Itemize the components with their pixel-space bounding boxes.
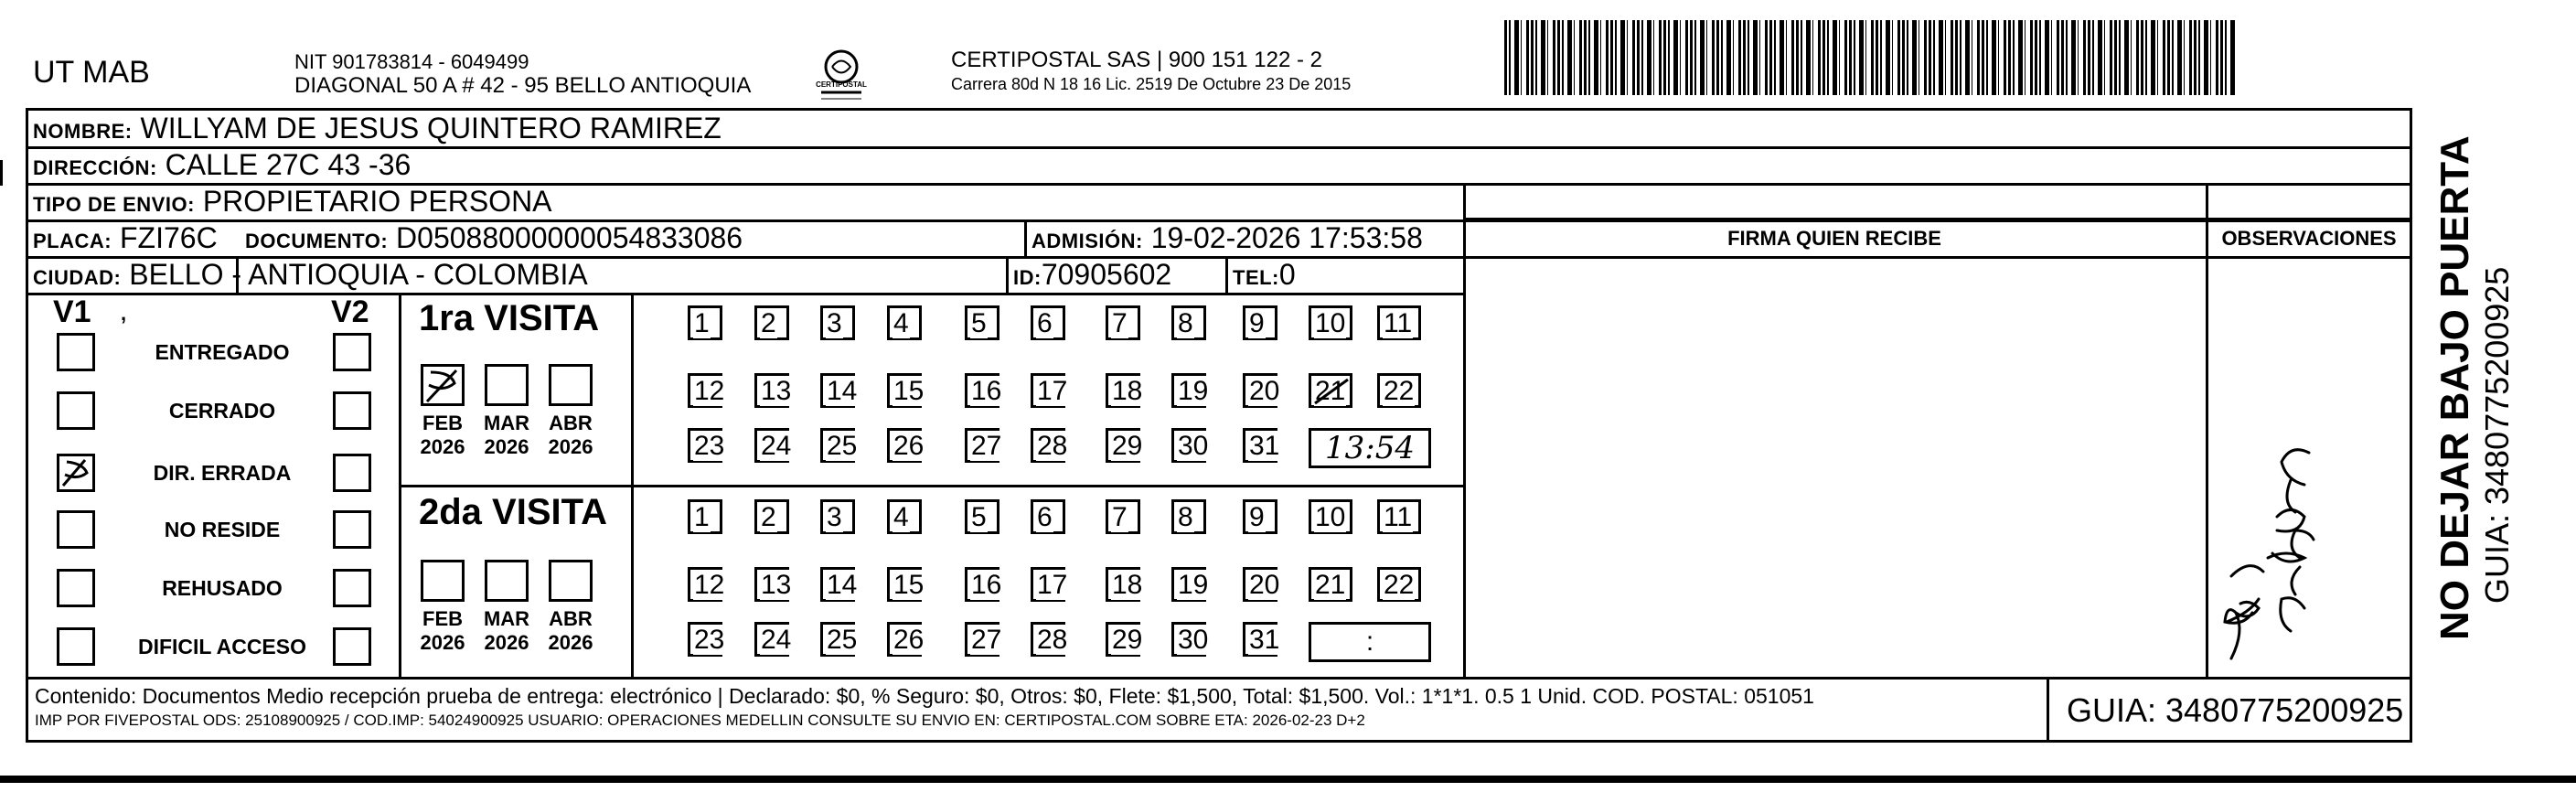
day-checkbox[interactable] — [965, 428, 1002, 463]
day-checkbox[interactable] — [820, 428, 858, 463]
company-name: UT MAB — [33, 55, 150, 90]
day-number: 14 — [827, 376, 858, 406]
day-number: 12 — [694, 570, 725, 600]
day-checkbox[interactable] — [1106, 428, 1143, 463]
status-label: ENTREGADO — [155, 340, 290, 364]
day-checkbox[interactable] — [754, 305, 789, 340]
day-number: 11 — [1384, 502, 1413, 532]
month-checkbox[interactable] — [485, 560, 529, 602]
visit1-title: 1ra VISITA — [419, 298, 600, 338]
day-checkbox[interactable] — [1031, 373, 1068, 408]
day-number: 29 — [1112, 625, 1143, 655]
day-number: 17 — [1037, 376, 1068, 406]
day-number: 6 — [1037, 308, 1053, 338]
visit2-title: 2da VISITA — [419, 492, 607, 532]
day-number: 31 — [1249, 625, 1280, 655]
day-number: 2 — [761, 308, 776, 338]
tel-label: TEL: — [1233, 266, 1279, 289]
month-year: 2026 — [484, 435, 529, 458]
day-number: 14 — [827, 570, 858, 600]
day-number: 7 — [1112, 308, 1128, 338]
day-number: 28 — [1037, 625, 1068, 655]
day-checkbox[interactable] — [1171, 428, 1209, 463]
day-checkbox[interactable] — [1309, 305, 1352, 340]
certipostal-logo — [805, 44, 878, 108]
day-checkbox[interactable] — [965, 499, 999, 534]
visit1-time-box[interactable] — [1309, 428, 1431, 468]
day-number: 28 — [1037, 431, 1068, 461]
month-year: 2026 — [484, 631, 529, 654]
month-name: MAR — [483, 607, 530, 630]
status-v2-checkbox[interactable] — [333, 333, 371, 371]
day-checkbox[interactable] — [1309, 567, 1352, 602]
day-checkbox[interactable] — [1171, 622, 1209, 657]
day-checkbox[interactable] — [1106, 305, 1140, 340]
v1-label: V1 — [53, 294, 91, 329]
day-number: 7 — [1112, 502, 1128, 532]
status-v2-checkbox[interactable] — [333, 510, 371, 549]
day-checkbox[interactable] — [1171, 373, 1209, 408]
day-number: 3 — [827, 308, 842, 338]
day-number: 20 — [1249, 570, 1280, 600]
day-number: 30 — [1178, 431, 1209, 461]
day-checkbox[interactable] — [1171, 305, 1206, 340]
admision-label: ADMISIÓN: — [1031, 230, 1143, 252]
day-number: 20 — [1249, 376, 1280, 406]
day-checkbox[interactable] — [1031, 622, 1068, 657]
day-number: 10 — [1315, 308, 1346, 338]
month-checkbox[interactable] — [549, 560, 593, 602]
day-number: 19 — [1178, 570, 1209, 600]
day-number: 13 — [761, 376, 792, 406]
day-checkbox[interactable] — [965, 622, 1002, 657]
day-number: 23 — [694, 625, 725, 655]
tel-value: 0 — [1278, 258, 1296, 291]
status-label: DIR. ERRADA — [153, 461, 292, 485]
day-checkbox[interactable] — [965, 305, 999, 340]
day-number: 22 — [1384, 376, 1415, 406]
day-number: 26 — [893, 431, 925, 461]
status-v1-checkbox[interactable] — [57, 391, 95, 430]
tipo-envio-label: TIPO DE ENVIO: — [33, 193, 195, 216]
day-checkbox[interactable] — [820, 622, 858, 657]
day-checkbox[interactable] — [1171, 567, 1209, 602]
day-number: 25 — [827, 625, 858, 655]
day-checkbox[interactable] — [754, 622, 792, 657]
month-checkbox[interactable] — [421, 560, 465, 602]
id-label: ID: — [1013, 266, 1042, 289]
day-checkbox[interactable] — [754, 428, 792, 463]
ciudad: BELLO - ANTIOQUIA - COLOMBIA — [129, 258, 588, 291]
day-checkbox[interactable] — [1031, 305, 1065, 340]
day-checkbox[interactable] — [820, 499, 855, 534]
day-checkbox[interactable] — [820, 567, 858, 602]
day-number: 27 — [971, 431, 1002, 461]
company-nit: NIT 901783814 - 6049499 — [294, 50, 529, 73]
visit2-time-value: : — [1365, 626, 1374, 657]
day-checkbox[interactable] — [1106, 499, 1140, 534]
visit1-time-value: 13:54 — [1325, 430, 1415, 466]
day-number: 5 — [971, 502, 987, 532]
day-number: 25 — [827, 431, 858, 461]
day-number: 2 — [761, 502, 776, 532]
month-name: MAR — [483, 412, 530, 434]
month-year: 2026 — [420, 631, 465, 654]
day-number: 4 — [893, 502, 909, 532]
day-number: 1 — [694, 502, 710, 532]
tipo-envio: PROPIETARIO PERSONA — [202, 185, 552, 218]
visit2-time-box[interactable] — [1309, 622, 1431, 662]
day-checkbox[interactable] — [965, 373, 1002, 408]
day-checkbox[interactable] — [1243, 373, 1280, 408]
status-label: CERRADO — [168, 399, 276, 423]
day-number: 6 — [1037, 502, 1053, 532]
day-number: 21 — [1315, 376, 1346, 406]
day-number: 8 — [1178, 502, 1193, 532]
day-number: 18 — [1112, 570, 1143, 600]
documento: D05088000000054833086 — [396, 221, 743, 254]
certipostal-line1: CERTIPOSTAL SAS | 900 151 122 - 2 — [951, 48, 1322, 72]
day-checkbox[interactable] — [754, 373, 792, 408]
status-v2-checkbox[interactable] — [333, 454, 371, 492]
day-checkbox[interactable] — [1106, 622, 1143, 657]
barcode — [1504, 20, 2236, 95]
status-label: NO RESIDE — [164, 518, 281, 541]
day-checkbox[interactable] — [688, 428, 725, 463]
status-v2-checkbox[interactable] — [333, 569, 371, 607]
day-number: 15 — [893, 376, 925, 406]
month-checkbox[interactable] — [421, 364, 465, 406]
day-number: 24 — [761, 625, 792, 655]
month-name: ABR — [549, 607, 593, 630]
side-guia: GUIA: 3480775200925 — [2478, 266, 2516, 604]
day-checkbox[interactable] — [887, 373, 925, 408]
day-checkbox[interactable] — [1309, 373, 1352, 408]
status-v1-checkbox[interactable] — [57, 627, 95, 666]
day-number: 5 — [971, 308, 987, 338]
company-address: DIAGONAL 50 A # 42 - 95 BELLO ANTIOQUIA — [294, 73, 752, 98]
day-checkbox[interactable] — [688, 305, 722, 340]
ciudad-label: CIUDAD: — [33, 266, 122, 289]
day-checkbox[interactable] — [688, 567, 725, 602]
day-checkbox[interactable] — [1106, 373, 1143, 408]
certipostal-line2: Carrera 80d N 18 16 Lic. 2519 De Octubre 23 De 2015 — [951, 75, 1352, 93]
day-checkbox[interactable] — [1243, 567, 1280, 602]
day-number: 21 — [1315, 570, 1346, 600]
day-checkbox[interactable] — [688, 622, 725, 657]
day-number: 1 — [694, 308, 710, 338]
logo-text: CERTIPOSTAL — [816, 80, 867, 89]
day-checkbox[interactable] — [965, 567, 1002, 602]
day-number: 27 — [971, 625, 1002, 655]
firma-header: FIRMA QUIEN RECIBE — [1727, 227, 1941, 250]
day-number: 10 — [1315, 502, 1346, 532]
status-v1-checkbox[interactable] — [57, 569, 95, 607]
status-v1-checkbox[interactable] — [57, 510, 95, 549]
day-number: 8 — [1178, 308, 1193, 338]
month-name: ABR — [549, 412, 593, 434]
day-number: 4 — [893, 308, 909, 338]
day-checkbox[interactable] — [1243, 305, 1277, 340]
admision: 19-02-2026 17:53:58 — [1150, 221, 1423, 254]
month-checkbox[interactable] — [485, 364, 529, 406]
day-number: 19 — [1178, 376, 1209, 406]
status-label: DIFICIL ACCESO — [137, 635, 306, 658]
footer-line2: IMP POR FIVEPOSTAL ODS: 25108900925 / COD.IMP: 54024900925 USUARIO: OPERACIONES MEDELLIN CONSULTE SU ENVIO EN: CERTIPOSTAL.COM SOBRE ETA: 2026-02-23 D+2 — [35, 712, 1365, 729]
month-checkbox[interactable] — [549, 364, 593, 406]
recipient-address: CALLE 27C 43 -36 — [165, 148, 412, 181]
day-number: 23 — [694, 431, 725, 461]
day-number: 11 — [1384, 308, 1413, 338]
day-checkbox[interactable] — [1243, 499, 1277, 534]
day-number: 31 — [1249, 431, 1280, 461]
day-number: 26 — [893, 625, 925, 655]
day-checkbox[interactable] — [887, 499, 922, 534]
recipient-name: WILLYAM DE JESUS QUINTERO RAMIREZ — [140, 112, 721, 144]
day-number: 22 — [1384, 570, 1415, 600]
day-checkbox[interactable] — [887, 428, 925, 463]
day-number: 9 — [1249, 502, 1265, 532]
status-v1-checkbox[interactable] — [57, 454, 95, 492]
day-checkbox[interactable] — [1171, 499, 1206, 534]
day-checkbox[interactable] — [1377, 373, 1421, 408]
day-checkbox[interactable] — [688, 373, 725, 408]
day-number: 17 — [1037, 570, 1068, 600]
status-label: REHUSADO — [162, 576, 283, 600]
day-checkbox[interactable] — [754, 499, 789, 534]
placa-label: PLACA: — [33, 230, 112, 252]
day-checkbox[interactable] — [820, 305, 855, 340]
nombre-label: NOMBRE: — [33, 120, 133, 143]
day-number: 15 — [893, 570, 925, 600]
day-number: 3 — [827, 502, 842, 532]
status-v1-checkbox[interactable] — [57, 333, 95, 371]
status-v2-checkbox[interactable] — [333, 627, 371, 666]
day-checkbox[interactable] — [1377, 499, 1421, 534]
month-year: 2026 — [548, 631, 593, 654]
day-number: 9 — [1249, 308, 1265, 338]
day-checkbox[interactable] — [1377, 567, 1421, 602]
bottom-rule — [0, 776, 2576, 783]
footer-line1: Contenido: Documentos Medio recepción prueba de entrega: electrónico | Declarado: $0, % Seguro: $0, Otros: $0, Flete: $1,500, Total: $1,500. Vol.: 1*1*1. 0.5 1 Unid. COD. POSTAL: 051051 — [35, 684, 1814, 708]
observaciones-handwriting — [2213, 329, 2396, 668]
status-v2-checkbox[interactable] — [333, 391, 371, 430]
day-number: 29 — [1112, 431, 1143, 461]
day-number: 18 — [1112, 376, 1143, 406]
footer-guia: GUIA: 3480775200925 — [2067, 691, 2404, 729]
id-value: 70905602 — [1041, 258, 1172, 291]
day-checkbox[interactable] — [1377, 305, 1421, 340]
day-checkbox[interactable] — [820, 373, 858, 408]
month-name: FEB — [422, 607, 463, 630]
day-checkbox[interactable] — [887, 305, 922, 340]
day-checkbox[interactable] — [754, 567, 792, 602]
no-dejar-bajo-puerta: NO DEJAR BAJO PUERTA — [2432, 135, 2477, 640]
day-checkbox[interactable] — [1031, 428, 1068, 463]
day-number: 12 — [694, 376, 725, 406]
month-year: 2026 — [548, 435, 593, 458]
documento-label: DOCUMENTO: — [245, 230, 389, 252]
v2-label: V2 — [331, 294, 369, 329]
day-checkbox[interactable] — [1106, 567, 1143, 602]
day-checkbox[interactable] — [1309, 499, 1352, 534]
day-number: 24 — [761, 431, 792, 461]
day-checkbox[interactable] — [1031, 499, 1065, 534]
placa: FZI76C — [120, 221, 218, 254]
day-number: 16 — [971, 570, 1002, 600]
day-checkbox[interactable] — [1243, 428, 1280, 463]
day-checkbox[interactable] — [887, 567, 925, 602]
day-checkbox[interactable] — [887, 622, 925, 657]
day-checkbox[interactable] — [1243, 622, 1280, 657]
day-checkbox[interactable] — [688, 499, 722, 534]
month-year: 2026 — [420, 435, 465, 458]
day-number: 30 — [1178, 625, 1209, 655]
month-name: FEB — [422, 412, 463, 434]
day-number: 16 — [971, 376, 1002, 406]
day-number: 13 — [761, 570, 792, 600]
direccion-label: DIRECCIÓN: — [33, 156, 157, 179]
observaciones-header: OBSERVACIONES — [2221, 227, 2397, 250]
day-checkbox[interactable] — [1031, 567, 1068, 602]
